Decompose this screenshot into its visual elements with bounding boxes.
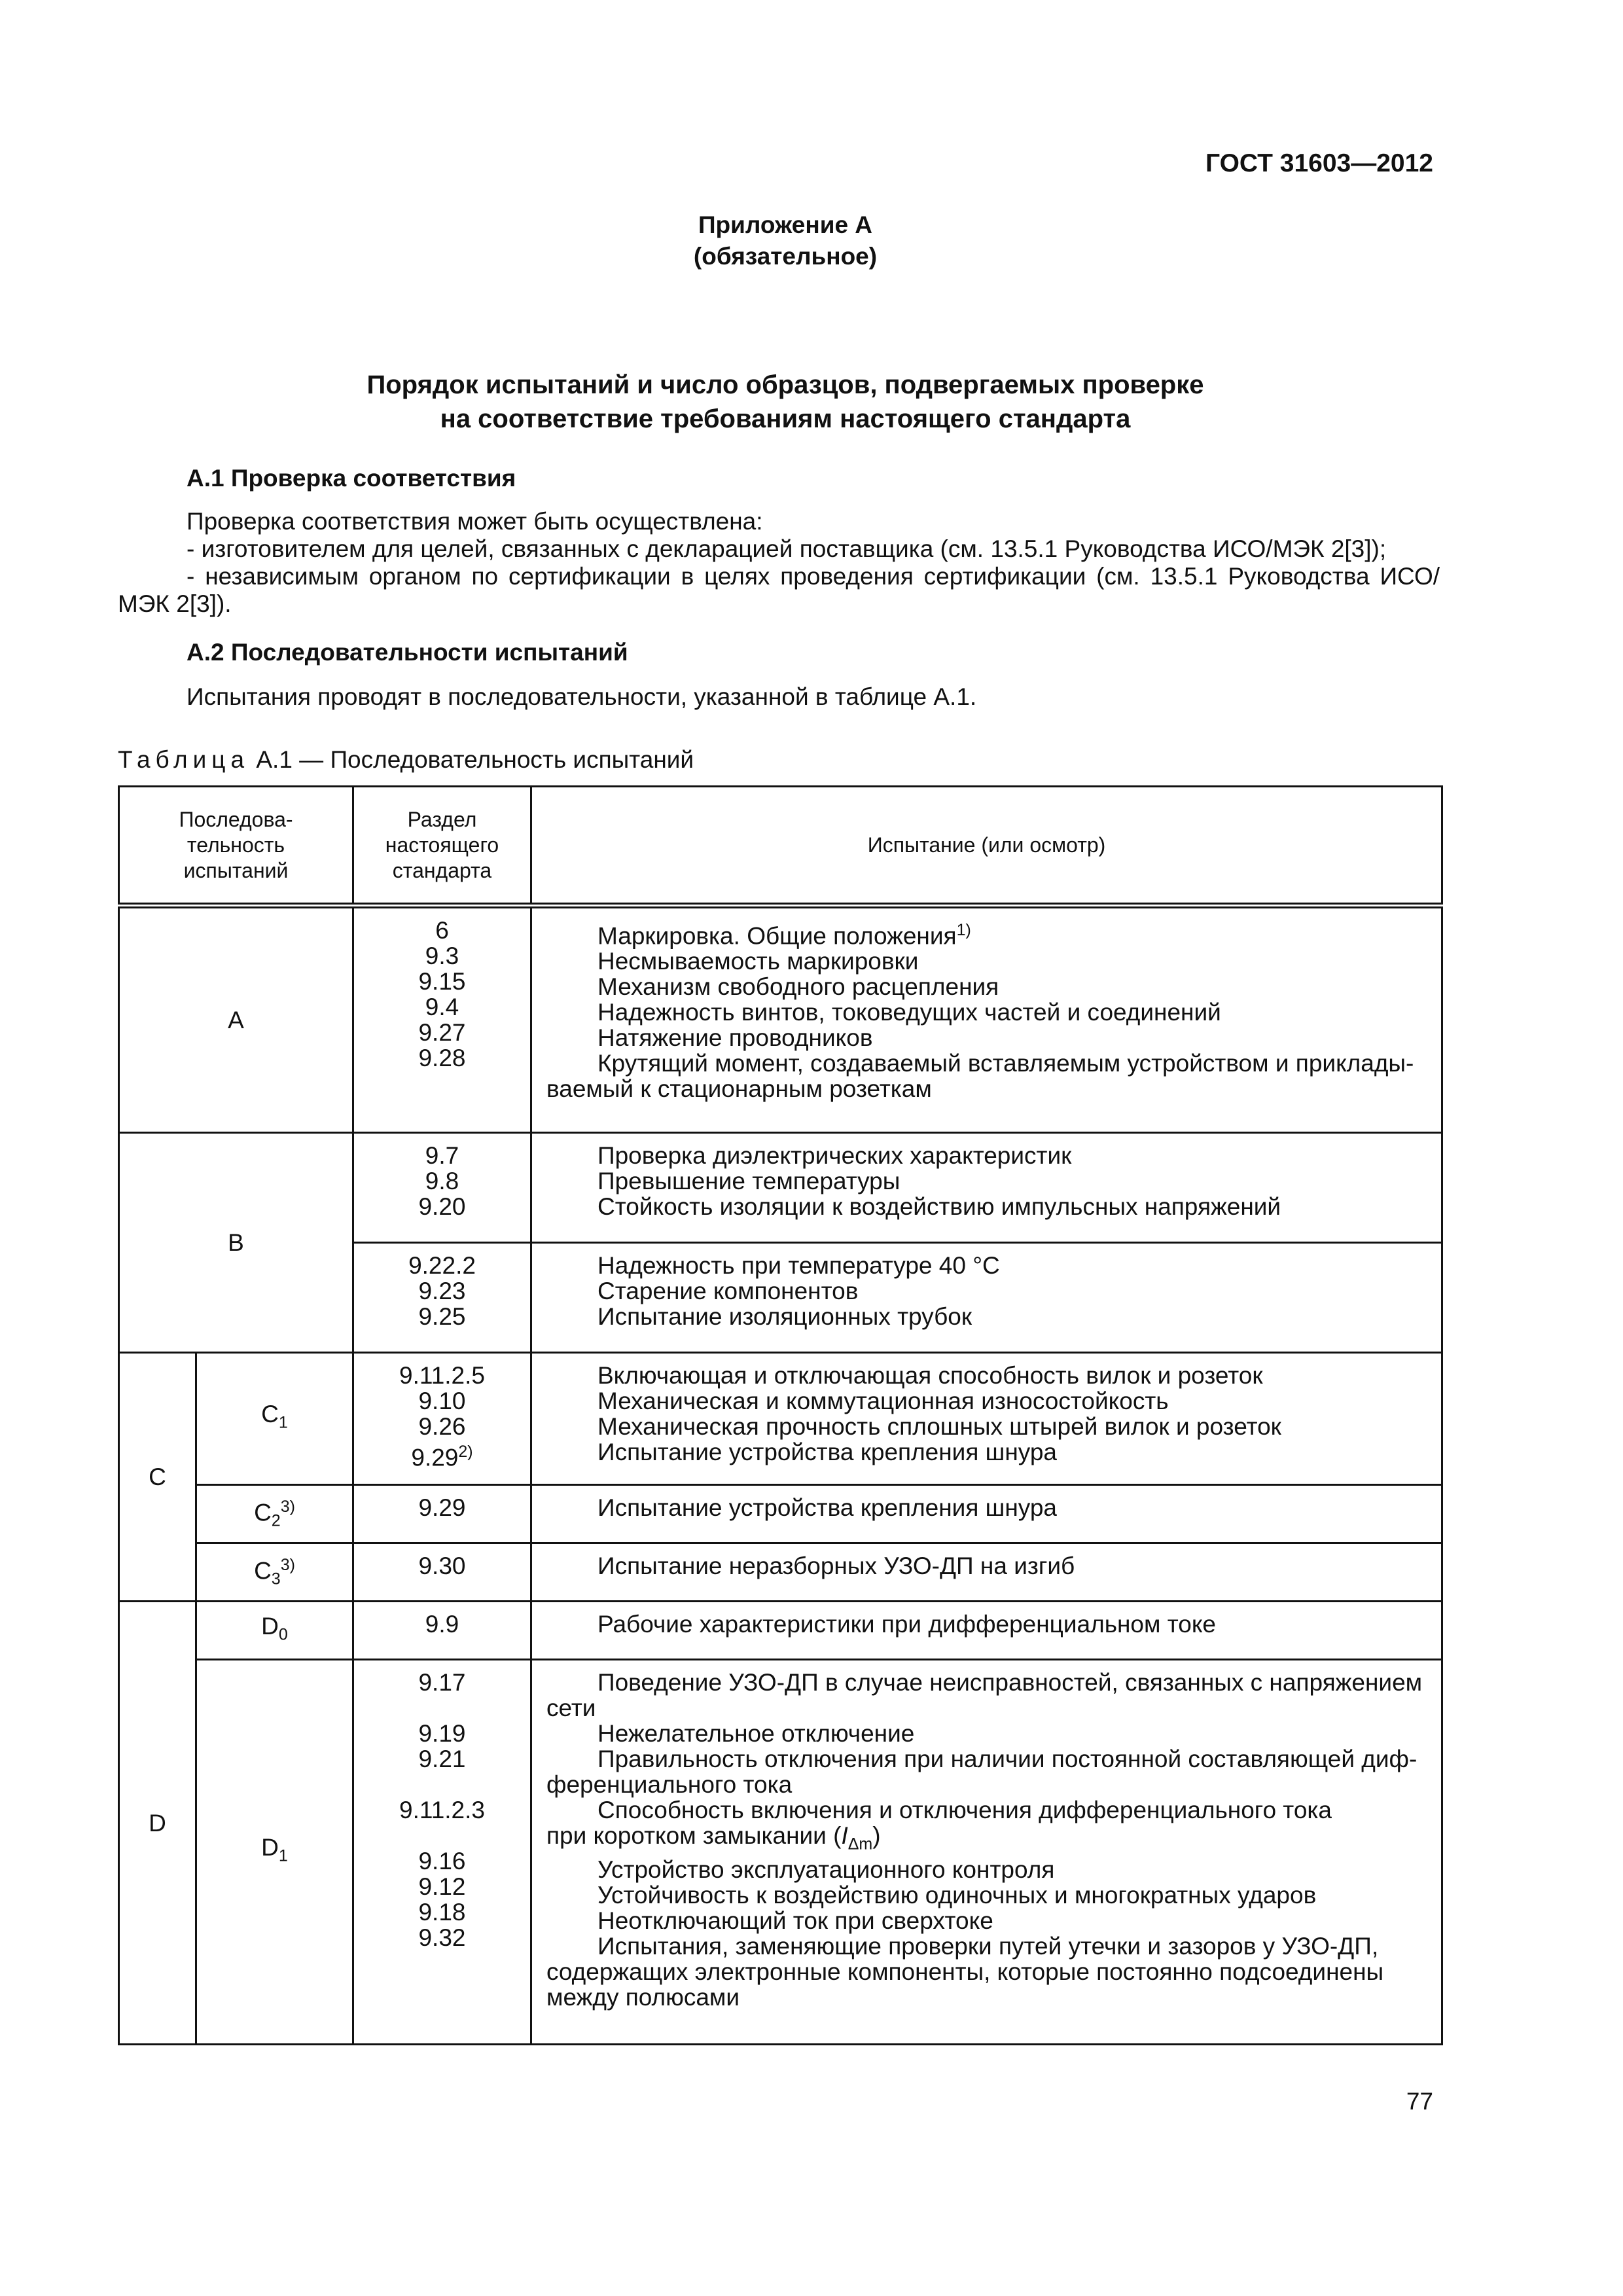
subgroup-c2-test: Испытание устройства крепления шнура bbox=[531, 1485, 1442, 1543]
page-number: 77 bbox=[1406, 2088, 1433, 2115]
footnote-1-marker: 1) bbox=[956, 921, 971, 939]
header-test: Испытание (или осмотр) bbox=[531, 787, 1442, 906]
annex-status: (обязательное) bbox=[693, 243, 878, 270]
table-caption-title: А.1 — Последовательность испытаний bbox=[249, 746, 694, 773]
group-a-tests: Маркировка. Общие положения$^{1)}$ Несмываемость маркировки Механизм свободного расцепления Надежность винтов, токоведущих частей и соединений Натяжение проводников Крутящий момент, создаваемый вставляемым устройством и приклады- ваемый к стационарным розеткам bbox=[531, 906, 1442, 1133]
group-a-sections: 6 9.3 9.15 9.4 9.27 9.28 bbox=[353, 906, 531, 1133]
subgroup-c3-label: $С_3^{3)}$ bbox=[196, 1543, 353, 1602]
header-sequence: Последова- тельность испытаний bbox=[119, 787, 353, 906]
subgroup-c1-tests: Включающая и отключающая способность вилок и розеток Механическая и коммутационная износостойкость Механическая прочность сплошных штырей вилок и розеток Испытание устройства крепления шнура bbox=[531, 1353, 1442, 1485]
document-title-line-2: на соответствие требованиям настоящего стандарта bbox=[440, 404, 1131, 433]
document-title bbox=[0, 368, 1571, 436]
group-b-sections-2: 9.22.2 9.23 9.25 bbox=[353, 1243, 531, 1353]
standard-code: ГОСТ 31603—2012 bbox=[1205, 149, 1433, 177]
group-b-tests-2: Надежность при температуре 40 °С Старение компонентов Испытание изоляционных трубок bbox=[531, 1243, 1442, 1353]
subgroup-d0-test: Рабочие характеристики при дифференциальном токе bbox=[531, 1602, 1442, 1660]
table-row-group-c2 bbox=[119, 1485, 1442, 1543]
table-row-group-b-1 bbox=[119, 1133, 1442, 1243]
document-title-line-1: Порядок испытаний и число образцов, подвергаемых проверке bbox=[366, 370, 1204, 399]
group-a-label: А bbox=[119, 906, 353, 1133]
test-sequence-table bbox=[118, 785, 1443, 2045]
section-a2-text: Испытания проводят в последовательности, указанной в таблице А.1. bbox=[187, 683, 977, 710]
section-a1-item-1: - изготовителем для целей, связанных с декларацией поставщика (см. 13.5.1 Руководства ИСО/МЭК 2[3]); bbox=[187, 535, 1387, 562]
subgroup-c2-label: $С_2^{3)}$ bbox=[196, 1485, 353, 1543]
subgroup-d0-label: $D_0$ bbox=[196, 1602, 353, 1660]
group-b-label: В bbox=[119, 1133, 353, 1353]
table-row-group-c1 bbox=[119, 1353, 1442, 1485]
table-row-group-c3 bbox=[119, 1543, 1442, 1602]
table-caption bbox=[118, 746, 694, 774]
subgroup-d1-label: $D_1$ bbox=[196, 1660, 353, 2045]
subgroup-c1-sections: 9.11.2.5 9.10 9.26 9.29$^{2)}$ bbox=[353, 1353, 531, 1485]
section-a2-heading: А.2 Последовательности испытаний bbox=[187, 639, 628, 666]
section-a1-heading: А.1 Проверка соответствия bbox=[187, 465, 516, 492]
group-d-label: D bbox=[119, 1602, 196, 2045]
subgroup-c2-section: 9.29 bbox=[353, 1485, 531, 1543]
table-row-group-a bbox=[119, 906, 1442, 1133]
header-section: Раздел настоящего стандарта bbox=[353, 787, 531, 906]
subgroup-d1-sections: 9.17 9.19 9.21 9.11.2.3 9.16 9.12 9.18 9.32 bbox=[353, 1660, 531, 2045]
group-c-label: С bbox=[119, 1353, 196, 1602]
group-b-sections-1: 9.7 9.8 9.20 bbox=[353, 1133, 531, 1243]
section-a1-body bbox=[118, 508, 1440, 618]
subgroup-c1-label: $С_1$ bbox=[196, 1353, 353, 1485]
table-header-row bbox=[119, 787, 1442, 906]
table-row-group-d0 bbox=[119, 1602, 1442, 1660]
footnote-2-marker: 2) bbox=[458, 1443, 473, 1461]
group-b-tests-1: Проверка диэлектрических характеристик Превышение температуры Стойкость изоляции к воздействию импульсных напряжений bbox=[531, 1133, 1442, 1243]
table-caption-prefix: Таблица bbox=[118, 746, 250, 773]
annex-heading bbox=[0, 209, 1571, 272]
table-row-group-d1 bbox=[119, 1660, 1442, 2045]
subgroup-c3-test: Испытание неразборных УЗО-ДП на изгиб bbox=[531, 1543, 1442, 1602]
annex-title: Приложение А bbox=[698, 211, 873, 238]
subgroup-d0-section: 9.9 bbox=[353, 1602, 531, 1660]
subgroup-c3-section: 9.30 bbox=[353, 1543, 531, 1602]
section-a1-intro: Проверка соответствия может быть осуществлена: bbox=[187, 508, 763, 535]
section-a1-item-2: - независимым органом по сертификации в целях проведения сертификации (см. 13.5.1 Руководства ИСО/МЭК 2[3]). bbox=[118, 563, 1440, 617]
subgroup-d1-tests: Поведение УЗО-ДП в случае неисправностей, связанных с напряжением сети Нежелательное отключение Правильность отключения при наличии постоянной составляющей диф- ференциального тока Способность включения и отключения дифференциального тока при коротком замыкании $(I_{\Delta m})$ Устройство эксплуатационного контроля Устойчивость к воздействию одиночных и многократных ударов Неотключающий ток при сверхтоке Испытания, заменяющие проверки путей утечки и зазоров у УЗО-ДП, содержащих электронные компоненты, которые постоянно подсоединены между полюсами bbox=[531, 1660, 1442, 2045]
